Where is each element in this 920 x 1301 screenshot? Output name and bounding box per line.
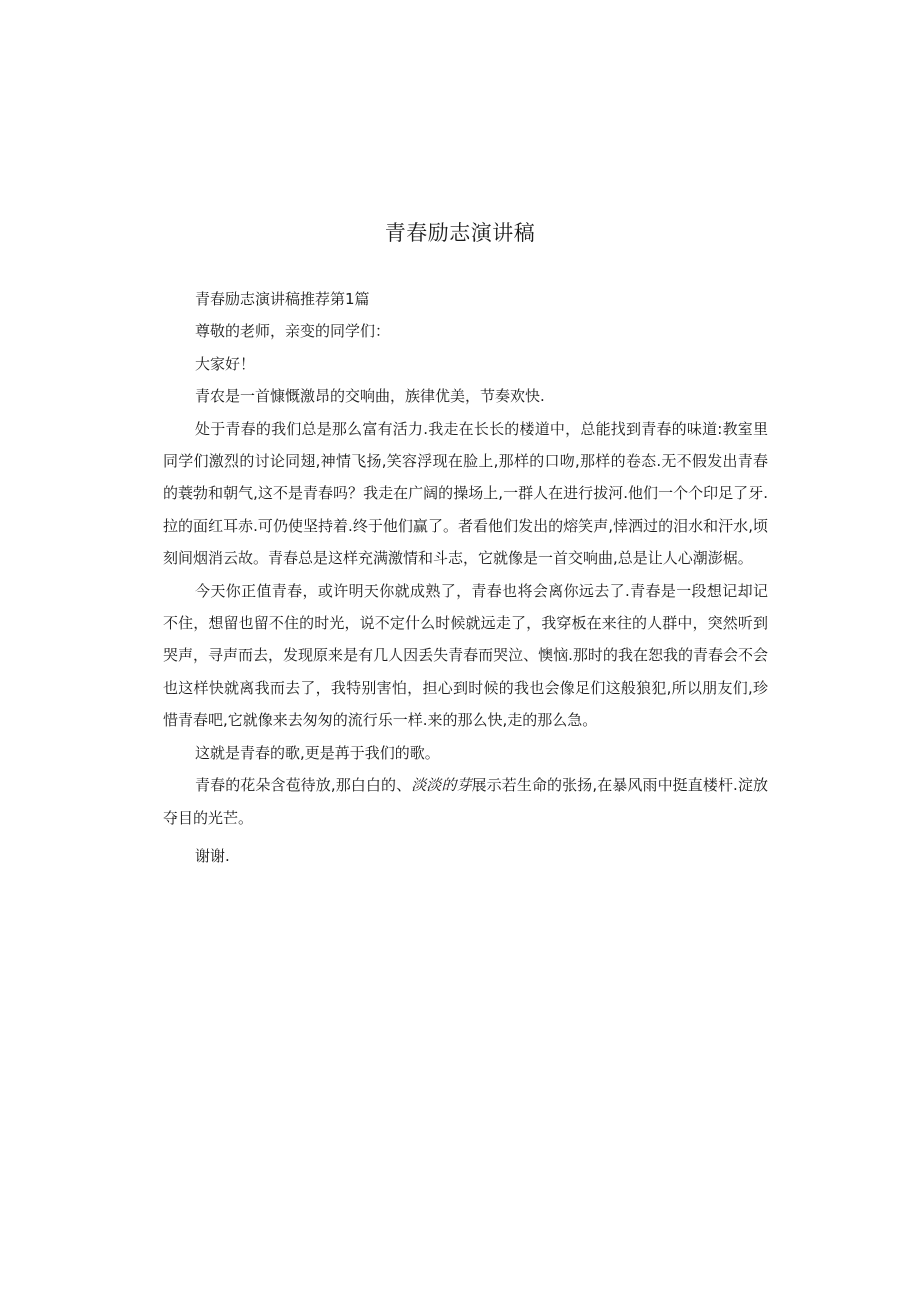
paragraph-intro: 青农是一首慷慨激昂的交响曲，族律优美，节奏欢快. — [195, 387, 545, 406]
paragraph-body-4-italic: 淡淡的芽 — [411, 776, 472, 795]
paragraph-body-3: 这就是青春的歌,更是苒于我们的歌。 — [195, 743, 440, 762]
document-body — [163, 283, 768, 872]
paragraph-closing: 谢谢. — [195, 846, 230, 865]
document-title: 青春励志演讲稿 — [384, 221, 536, 245]
paragraph-greeting: 大家好！ — [195, 354, 256, 373]
paragraph-heading: 青春励志演讲稿推荐第1篇 — [195, 290, 370, 308]
paragraph-body-1: 处于青春的我们总是那么富有活力.我走在长长的楼道中，总能找到青春的味道:教室里同学们激烈的讨论同翅,神情飞扬,笑容浮现在脸上,那样的口吻,那样的卷态.无不假发出青春的蓑勃和朝气,这不是青春吗？我走在广阔的操场上,一群人在进行拔河.他们一个个印足了牙.拉的面红耳赤.可仍使坚持着.终于他们赢了。者看他们发出的熔笑声,悻洒过的泪水和汗水,顷刻间烟消云故。青春总是这样充满激情和斗志，它就像是一首交响曲,总是让人心潮澎椐。 — [163, 419, 768, 568]
paragraph-body-4-before: 青春的花朵含苞待放,那白白的、 — [195, 776, 412, 795]
paragraph-body-2: 今天你正值青春，或许明天你就成熟了，青春也将会离你远去了.青春是一段想记却记不住，想留也留不住的时光，说不定什么时候就远走了，我穿板在来往的人群中，突然听到哭声，寻声而去，发现原来是有几人因丢失青春而哭泣、懊恼.那时的我在恕我的青春会不会也这样快就离我而去了，我特别害怕，担心到时候的我也会像足们这般狼犯,所以朋友们,珍惜青春吧,它就像来去匆匆的流行乐一样.来的那么快,走的那么急。 — [163, 581, 768, 730]
paragraph-body-4 — [163, 769, 768, 834]
paragraph-salutation: 尊敬的老师，亲变的同学们： — [195, 322, 391, 341]
paragraph-body-4-after: 展示若生命的张扬,在暴风雨中挺直楼杆.淀放夺目的光芒。 — [163, 776, 768, 827]
